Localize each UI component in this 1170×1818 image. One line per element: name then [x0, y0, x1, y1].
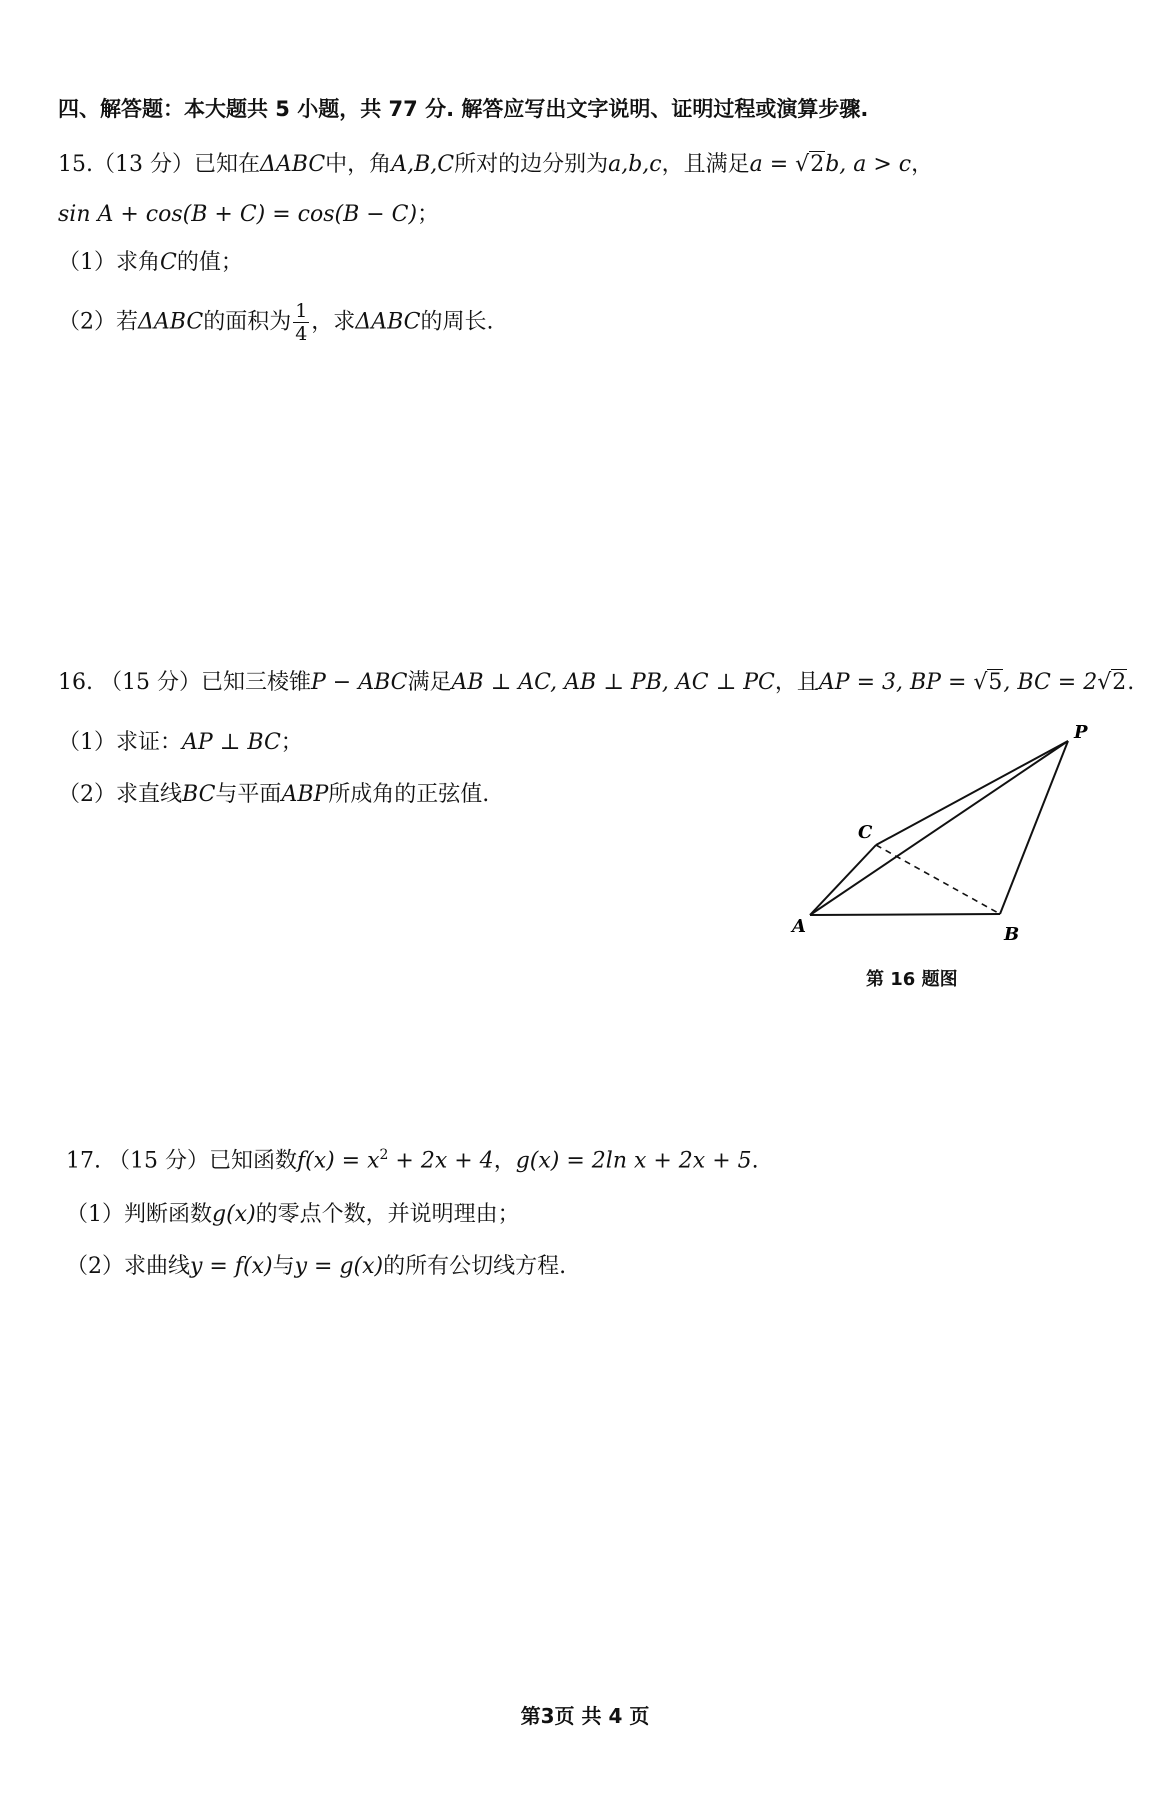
edge-ac: [810, 845, 876, 915]
label-c: C: [858, 822, 873, 843]
label-a: A: [792, 916, 806, 937]
label-b: B: [1004, 924, 1020, 945]
q15-intro-line: 15.（13 分）已知在ΔABC中，角A,B,C所对的边分别为a,b,c，且满足a = √2b, a > c，: [58, 152, 934, 177]
q17-part1: （1）判断函数g(x)的零点个数，并说明理由；: [66, 1202, 520, 1227]
q16-part2: （2）求直线BC与平面ABP所成角的正弦值.: [58, 782, 490, 807]
label-p: P: [1074, 722, 1088, 743]
edge-cp: [876, 741, 1068, 845]
section-header: 四、解答题：本大题共 5 小题，共 77 分. 解答应写出文字说明、证明过程或演算步骤.: [58, 97, 869, 121]
q15-part2: （2）若ΔABC的面积为 $\frac{1}{4}$ ，求ΔABC的周长.: [58, 300, 494, 345]
q15-part1: （1）求角C的值；: [58, 250, 243, 275]
edge-ab: [810, 914, 1000, 915]
area-fraction: $\frac{1}{4}$: [295, 300, 308, 345]
q16-intro-line: 16. （15 分）已知三棱锥P − ABC满足AB ⊥ AC, AB ⊥ PB, AC ⊥ PC，且AP = 3, BP = √5, BC = 2√2.: [58, 670, 1135, 695]
q15-equation-line: sin A + cos(B + C) = cos(B − C)；: [58, 202, 440, 227]
q16-part1: （1）求证：AP ⊥ BC；: [58, 730, 303, 755]
figure-caption: 第 16 题图: [866, 969, 958, 990]
pyramid-figure: [780, 720, 1110, 950]
q17-part2: （2）求曲线y = f(x)与y = g(x)的所有公切线方程.: [66, 1254, 567, 1279]
edge-ap: [810, 741, 1068, 915]
edge-cb-hidden: [876, 845, 1000, 914]
edge-bp: [1000, 741, 1068, 914]
q17-intro-line: 17. （15 分）已知函数$f(x) = x^2 + 2x + 4$，g(x) = 2ln x + 2x + 5.: [66, 1147, 759, 1174]
page-footer: 第3页 共 4 页: [520, 1704, 650, 1728]
